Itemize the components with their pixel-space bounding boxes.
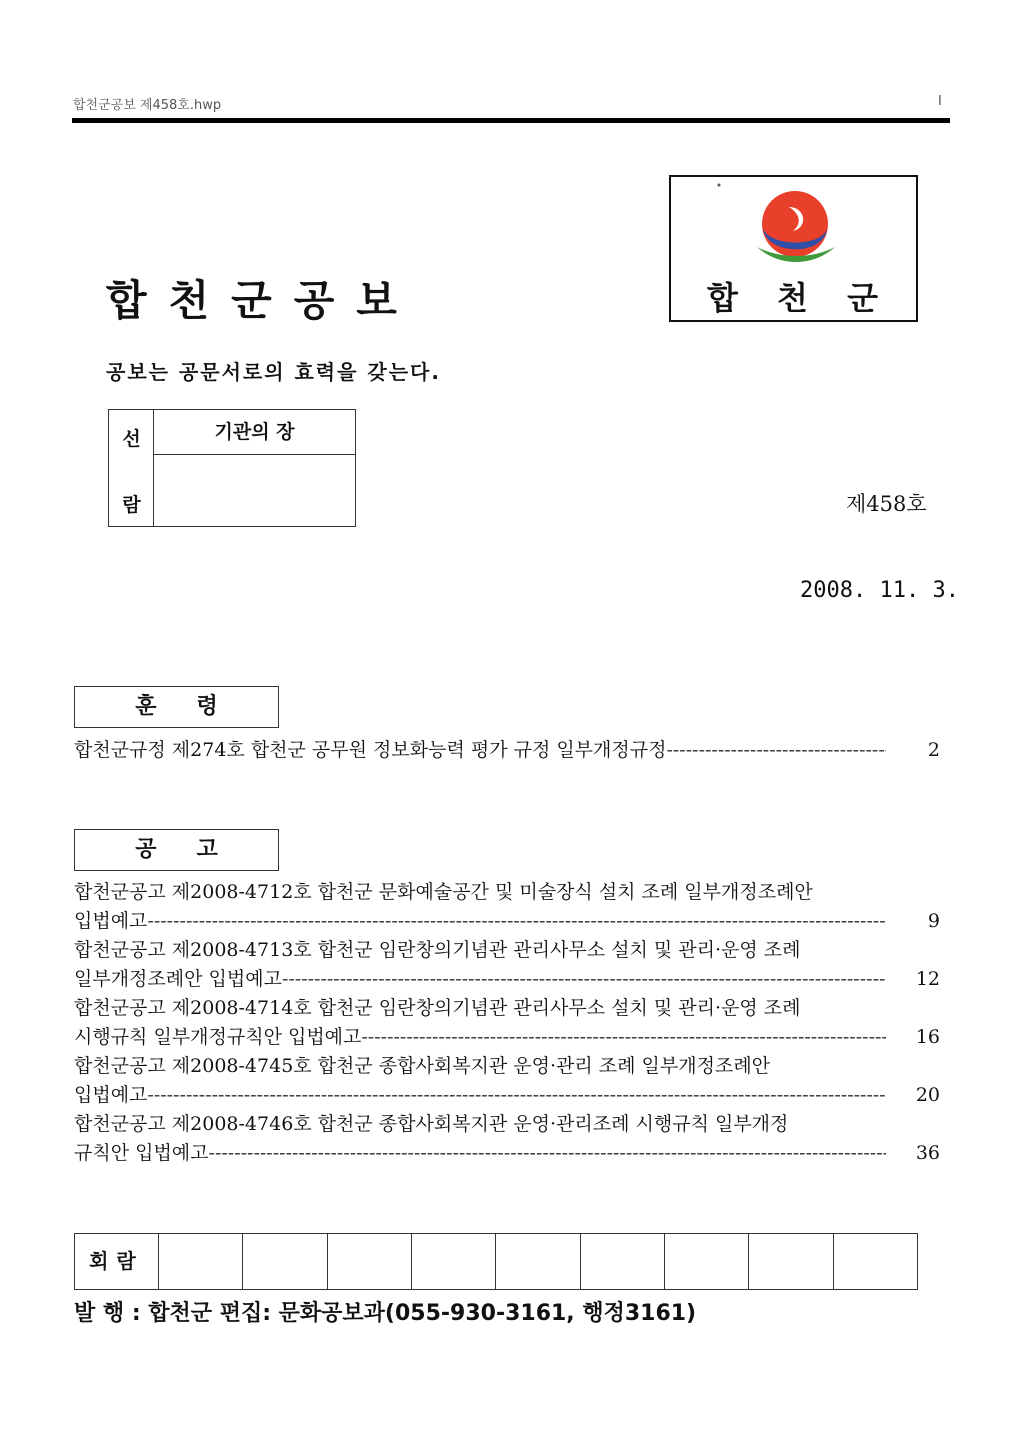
seonram-label-top: 선 <box>122 428 141 450</box>
toc-leader <box>282 965 886 994</box>
toc-section-hunryeong <box>74 736 940 765</box>
circulation-cell <box>665 1234 749 1289</box>
toc-leader <box>666 736 886 765</box>
circulation-cell <box>834 1234 917 1289</box>
toc-entry-page: 12 <box>915 968 940 990</box>
circulation-cell <box>328 1234 412 1289</box>
circulation-table <box>74 1233 918 1290</box>
toc-entry[interactable] <box>74 878 940 936</box>
toc-entry-line1: 합천군공고 제2008-4712호 합천군 문화예술공간 및 미술장식 설치 조례 일부개정조례안 <box>74 881 813 903</box>
seonram-table <box>108 409 356 527</box>
circulation-label: 회람 <box>75 1234 159 1289</box>
subtitle: 공보는 공문서로의 효력을 갖는다. <box>106 360 441 384</box>
section-title-hunryeong: 훈령 <box>74 686 279 728</box>
toc-entry-line2: 규칙안 입법예고 <box>74 1142 209 1164</box>
toc-entry-line2: 입법예고 <box>74 910 148 932</box>
header-page-number: I <box>938 94 942 109</box>
toc-entry-text: 합천군규정 제274호 합천군 공무원 정보화능력 평가 규정 일부개정규정 <box>74 739 667 761</box>
issue-number: 제458호 <box>846 492 927 516</box>
seonram-label-bottom: 람 <box>122 494 141 516</box>
header-rule <box>72 118 950 123</box>
toc-entry-page: 2 <box>927 739 940 761</box>
toc-entry-line2: 시행규칙 일부개정규칙안 입법예고 <box>74 1026 362 1048</box>
circulation-cell <box>581 1234 665 1289</box>
toc-leader <box>209 1139 886 1168</box>
county-logo <box>669 175 918 322</box>
toc-entry[interactable] <box>74 994 940 1052</box>
toc-entry-line2: 일부개정조례안 입법예고 <box>74 968 282 990</box>
page-title: 합천군공보 <box>106 276 419 325</box>
toc-entry[interactable] <box>74 1052 940 1110</box>
toc-entry-page: 20 <box>915 1084 940 1106</box>
toc-leader <box>147 1081 886 1110</box>
circulation-cell <box>159 1234 243 1289</box>
toc-entry[interactable] <box>74 736 940 765</box>
section-title-gonggo: 공고 <box>74 829 279 871</box>
toc-entry[interactable] <box>74 1110 940 1168</box>
issue-date: 2008. 11. 3. <box>800 578 959 603</box>
circulation-cell <box>243 1234 327 1289</box>
toc-section-gonggo <box>74 878 940 1168</box>
toc-leader <box>147 907 886 936</box>
toc-entry-page: 16 <box>915 1026 940 1048</box>
circulation-cell <box>496 1234 580 1289</box>
toc-leader <box>361 1023 886 1052</box>
logo-name: 합 천 군 <box>706 279 893 317</box>
toc-entry-line1: 합천군공고 제2008-4746호 합천군 종합사회복지관 운영·관리조례 시행규칙 일부개정 <box>74 1113 789 1135</box>
seonram-header: 기관의 장 <box>154 410 355 455</box>
toc-entry-page: 36 <box>915 1142 940 1164</box>
toc-entry-line2: 입법예고 <box>74 1084 148 1106</box>
publisher-footer: 발 행 : 합천군 편집: 문화공보과(055-930-3161, 행정3161) <box>74 1301 697 1326</box>
circulation-cell <box>412 1234 496 1289</box>
circulation-cell <box>749 1234 833 1289</box>
header-filename: 합천군공보 제458호.hwp <box>73 98 222 113</box>
toc-entry-page: 9 <box>927 910 940 932</box>
toc-entry-line1: 합천군공고 제2008-4745호 합천군 종합사회복지관 운영·관리 조례 일부개정조례안 <box>74 1055 771 1077</box>
toc-entry[interactable] <box>74 936 940 994</box>
toc-entry-line1: 합천군공고 제2008-4713호 합천군 임란창의기념관 관리사무소 설치 및 관리·운영 조례 <box>74 939 801 961</box>
toc-entry-line1: 합천군공고 제2008-4714호 합천군 임란창의기념관 관리사무소 설치 및 관리·운영 조례 <box>74 997 801 1019</box>
